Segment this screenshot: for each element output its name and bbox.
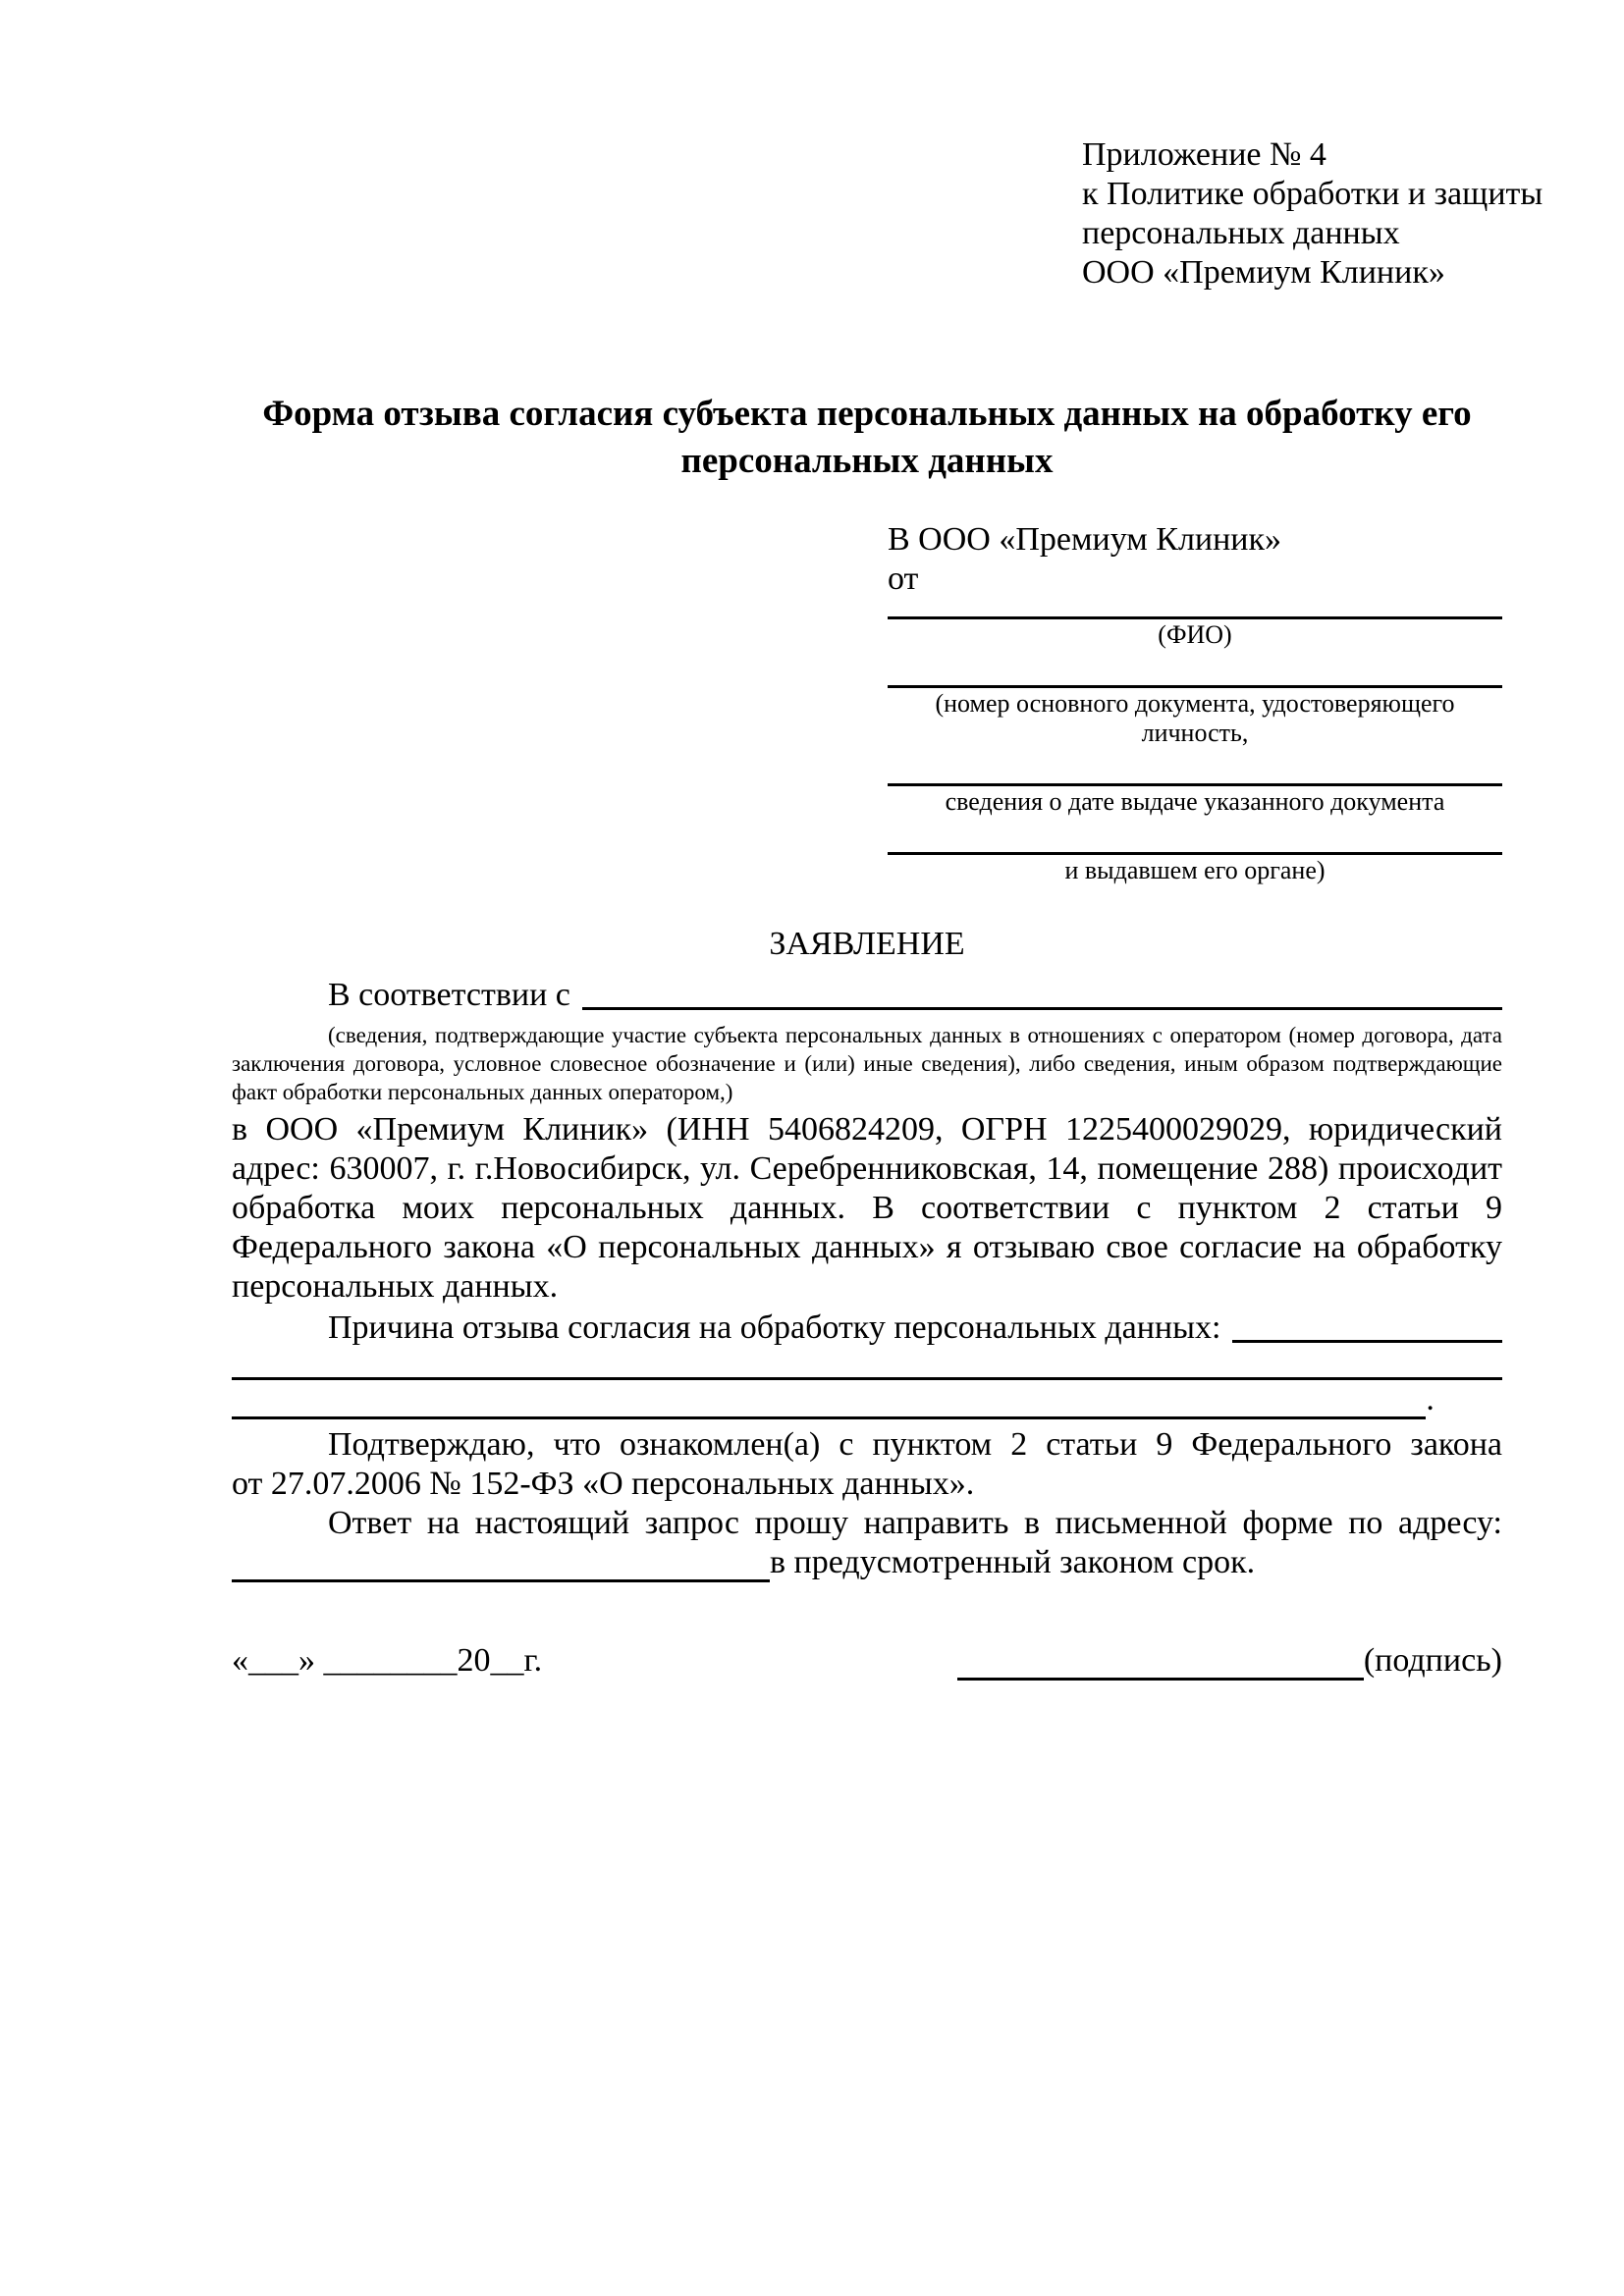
header-note xyxy=(1082,135,1543,293)
fio-caption: (ФИО) xyxy=(1158,620,1232,649)
reply-suffix: в предусмотренный законом срок. xyxy=(770,1544,1256,1580)
signature-row xyxy=(232,1641,1502,1681)
reason-write-in-line-3 xyxy=(232,1384,1426,1419)
reply-request-paragraph: Ответ на настоящий запрос прошу направить в письменной форме по адресу: xyxy=(328,1505,1502,1541)
signature-write-in-line xyxy=(957,1645,1364,1681)
issue-date-field xyxy=(888,748,1502,817)
date-write-in-line: «___» ________20__г. xyxy=(232,1642,543,1679)
document-title: Форма отзыва согласия субъекта персональных данных на обработку его персональных данных xyxy=(262,394,1472,481)
fio-field xyxy=(888,599,1502,650)
issue-date-caption: сведения о дате выдаче указанного документа xyxy=(945,787,1445,816)
fio-write-in-line xyxy=(888,599,1502,619)
document-content xyxy=(232,135,1543,1681)
document-number-write-in-line xyxy=(888,650,1502,688)
addressee-block xyxy=(888,520,1502,885)
addressee-from-label: от xyxy=(888,561,919,597)
intro-write-in-line xyxy=(582,978,1502,1010)
header-note-line-1: Приложение № 4 xyxy=(1082,136,1326,173)
statement-heading: ЗАЯВЛЕНИЕ xyxy=(769,926,965,962)
reason-line-terminator: . xyxy=(1426,1381,1435,1417)
header-note-line-2: к Политике обработки и защиты xyxy=(1082,176,1543,212)
reason-label: Причина отзыва согласия на обработку персональных данных: xyxy=(328,1309,1221,1346)
intro-prefix: В соответствии с xyxy=(328,977,570,1013)
reply-address-row xyxy=(232,1543,1502,1582)
issuer-caption: и выдавшем его органе) xyxy=(1064,856,1326,884)
issuer-field xyxy=(888,817,1502,885)
intro-footnote: (сведения, подтверждающие участие субъекта персональных данных в отношениях с оператором (номер договора, дата заключения договора, условное словесное обозначение и (или) иные сведения), либо сведения, иным образом подтверждающие факт обработки персональных данных оператором,) xyxy=(232,1023,1502,1104)
signature-caption: (подпись) xyxy=(1363,1642,1502,1679)
document-number-caption: (номер основного документа, удостоверяющего личность, xyxy=(935,689,1455,747)
confirmation-paragraph: Подтверждаю, что ознакомлен(а) с пунктом 2 статьи 9 Федерального закона от 27.07.2006 № 152-ФЗ «О персональных данных». xyxy=(232,1426,1502,1502)
reason-write-in-line-1 xyxy=(1232,1310,1502,1343)
signature-block xyxy=(957,1641,1502,1681)
addressee-to: В ООО «Премиум Клиник» xyxy=(888,521,1282,558)
reason-row xyxy=(232,1308,1502,1348)
document-number-field xyxy=(888,650,1502,748)
statement-body: в ООО «Премиум Клиник» (ИНН 5406824209, ОГРН 1225400029029, юридический адрес: 630007, г. г.Новосибирск, ул. Серебренниковская, 14, помещение 288) происходит обработка моих персональных данных. В соответствии с пунктом 2 статьи 9 Федерального закона «О персональных данных» я отзываю свое согласие на обработку персональных данных. xyxy=(232,1111,1502,1305)
intro-row xyxy=(232,976,1502,1015)
reply-address-write-in-line xyxy=(232,1547,770,1582)
issue-date-write-in-line xyxy=(888,748,1502,786)
reason-write-in-row-3 xyxy=(232,1380,1502,1419)
header-note-line-3: персональных данных xyxy=(1082,215,1400,251)
header-note-line-4: ООО «Премиум Клиник» xyxy=(1082,254,1445,291)
issuer-write-in-line xyxy=(888,817,1502,855)
